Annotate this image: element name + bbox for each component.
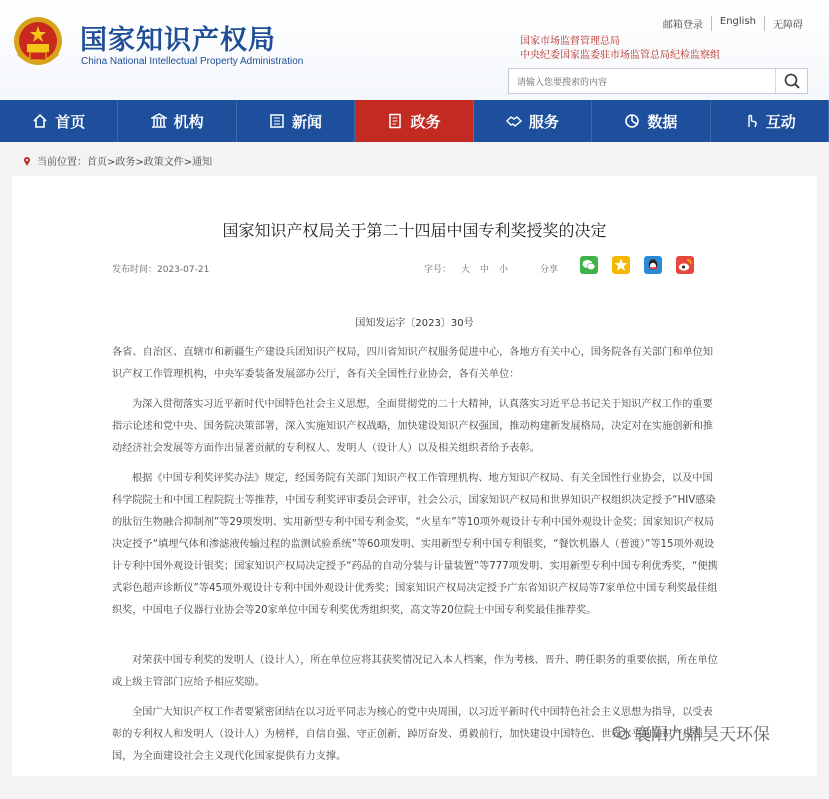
publish-date: 发布时间：2023-07-21 (112, 265, 210, 275)
breadcrumb (22, 153, 212, 168)
org-link-samr[interactable]: 国家市场监督管理总局 (520, 36, 620, 47)
font-size-switcher (424, 262, 508, 275)
org-link-discipline[interactable]: 中央纪委国家监委驻市场监管总局纪检监察组 (520, 50, 720, 61)
site-subtitle: China National Intellectual Property Administration (81, 56, 304, 67)
site-title[interactable]: 国家知识产权局 (80, 25, 276, 56)
nav-label-news: 新闻 (292, 112, 323, 131)
watermark-text: 襄阳九鼎昊天环保 (634, 725, 770, 745)
wechat-icon[interactable] (580, 256, 598, 274)
font-size-large[interactable]: 大 (461, 265, 471, 275)
paragraph-purpose: 为深入贯彻落实习近平新时代中国特色社会主义思想，全面贯彻党的二十大精神，认真落实习近平总书记关于知识产权工作的重要指示论述和党中央、国务院决策部署，深入实施知识产权战略，加快建设知识产权强国，推动构建新发展格局，决定对在实施创新和推动经济社会发展等方面作出显著贡献的专利权人、发明人（设计人）以及相关组织者给予表彰。 (112, 399, 714, 454)
search-button[interactable] (775, 69, 807, 93)
english-link[interactable]: English (711, 16, 764, 31)
hand-pointer-icon (743, 113, 759, 129)
paragraph-addressees: 各省、自治区、直辖市和新疆生产建设兵团知识产权局，四川省知识产权服务促进中心，各地方有关中心，国务院各有关部门和单位知识产权工作管理机构，中央军委装备发展部办公厅，各有关全国性行业协会，各有关单位： (112, 347, 714, 380)
breadcrumb-text[interactable]: 当前位置：首页>政务>政策文件>通知 (37, 157, 213, 168)
newspaper-icon (269, 113, 285, 129)
nav-item-home[interactable] (0, 100, 118, 142)
handshake-icon (506, 113, 522, 129)
share-label: 分享 (540, 265, 559, 275)
wechat-watermark-icon (612, 726, 630, 740)
nav-item-government-affairs[interactable] (355, 100, 473, 142)
location-pin-icon (22, 156, 32, 166)
document-number: 国知发运字〔2023〕30号 (355, 318, 474, 329)
article-title: 国家知识产权局关于第二十四届中国专利奖授奖的决定 (222, 221, 607, 240)
search-icon (776, 69, 808, 93)
paragraph-inventors: 对荣获中国专利奖的发明人（设计人），所在单位应将其获奖情况记入本人档案，作为考核、晋升、聘任职务的重要依据，所在单位或上级主管部门应给予相应奖励。 (112, 655, 718, 688)
accessibility-link[interactable]: 无障碍 (764, 16, 811, 31)
document-icon (387, 113, 403, 129)
nav-label-data: 数据 (647, 112, 678, 131)
nav-label-government-affairs: 政务 (410, 112, 441, 131)
pie-chart-icon (624, 113, 640, 129)
mail-login-link[interactable]: 邮箱登录 (662, 20, 703, 31)
font-size-medium[interactable]: 中 (480, 265, 490, 275)
nav-item-interaction[interactable] (711, 100, 829, 142)
main-nav (0, 100, 829, 142)
search-input[interactable]: 请输入您要搜索的内容 (517, 78, 608, 88)
share-icons (580, 256, 694, 274)
paragraph-call: 全国广大知识产权工作者要紧密团结在以习近平同志为核心的党中央周围，以习近平新时代中国特色社会主义思想为指导，以受表彰的专利权人和发明人（设计人）为榜样，自信自强、守正创新，踔厉奋发、勇毅前行，加快建设中国特色、世界水平的知识产权强国，为全面建设社会主义现代化国家提供有力支撑。 (112, 707, 713, 762)
nav-label-institutions: 机构 (173, 112, 204, 131)
nav-label-interaction: 互动 (765, 112, 796, 131)
nav-item-institutions[interactable] (118, 100, 236, 142)
article-panel (12, 176, 817, 776)
watermark (612, 720, 770, 745)
qzone-icon[interactable] (612, 256, 630, 274)
nav-label-services: 服务 (528, 112, 559, 131)
top-links (655, 16, 811, 31)
qq-icon[interactable] (644, 256, 662, 274)
nav-item-data[interactable] (592, 100, 710, 142)
site-header (0, 0, 829, 100)
nav-item-services[interactable] (474, 100, 592, 142)
building-icon (151, 113, 167, 129)
weibo-icon[interactable] (676, 256, 694, 274)
paragraph-awards: 根据《中国专利奖评奖办法》规定，经国务院有关部门知识产权工作管理机构、地方知识产权局、有关全国性行业协会，以及中国科学院院士和中国工程院院士等推荐，中国专利奖评审委员会评审，社会公示，国家知识产权局和世界知识产权组织决定授予“HIV感染的肽衍生物融合抑制剂”等29项发明、实用新型专利中国专利金奖，“火星车”等10项外观设计专利中国外观设计金奖；国家知识产权局决定授予“填埋气体和渗滤液传输过程的监测试验系统”等60项发明、实用新型专利中国专利银奖，“餐饮机器人（普渡）”等15项外观设计专利中国外观设计银奖；国家知识产权局决定授予“药品的自动分装与计量装置”等777项发明、实用新型专利中国专利优秀奖，“便携式彩色超声诊断仪”等45项外观设计专利中国外观设计优秀奖；国家知识产权局决定授予广东省知识产权局等7家单位中国专利奖最佳组织奖，中国电子仪器行业协会等20家单位中国专利奖优秀组织奖，高文等20位院士中国专利奖最佳推荐奖。 (112, 473, 718, 616)
national-emblem-icon[interactable] (12, 14, 64, 70)
font-size-label: 字号： (424, 265, 452, 275)
search-box[interactable] (508, 68, 808, 94)
font-size-small[interactable]: 小 (499, 265, 509, 275)
nav-label-home: 首页 (55, 112, 86, 131)
home-icon (32, 113, 48, 129)
nav-item-news[interactable] (237, 100, 355, 142)
